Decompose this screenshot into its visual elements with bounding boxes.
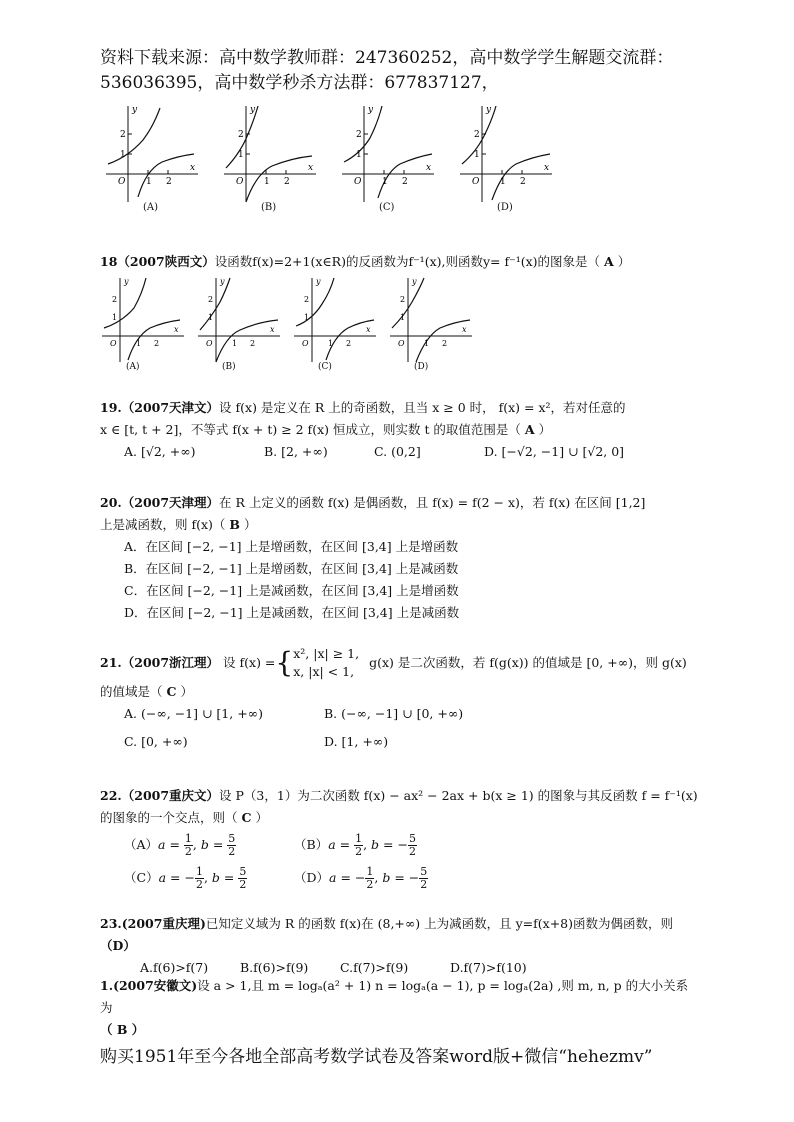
q23-option-b: B.f(6)>f(9) bbox=[240, 960, 309, 975]
q22-options-row2 bbox=[100, 866, 700, 891]
q21-case-2: x, |x| < 1, bbox=[293, 664, 355, 679]
q18-number: 18 bbox=[100, 254, 118, 269]
graph-top-d-label: (D) bbox=[497, 202, 513, 213]
q23-answer: （D） bbox=[100, 938, 136, 953]
question-20 bbox=[100, 492, 700, 624]
svg-text:1: 1 bbox=[304, 313, 310, 322]
q20-option-a: A．在区间 [−2, −1] 上是增函数，在区间 [3,4] 上是增函数 bbox=[124, 539, 459, 554]
q19-option-b: B. [2, +∞) bbox=[264, 444, 328, 459]
q22-close: ） bbox=[255, 810, 268, 825]
svg-text:x: x bbox=[308, 163, 314, 173]
graph-q18-a bbox=[98, 274, 188, 370]
q20-number: 20. bbox=[100, 495, 122, 510]
question-18 bbox=[100, 251, 700, 273]
svg-text:y: y bbox=[316, 277, 321, 286]
svg-text:1: 1 bbox=[474, 150, 480, 160]
q18-source: （2007陕西文） bbox=[117, 254, 215, 269]
q22-number: 22. bbox=[100, 788, 122, 803]
q19-options bbox=[100, 441, 700, 463]
svg-text:y: y bbox=[486, 105, 492, 115]
svg-text:1: 1 bbox=[120, 150, 126, 160]
graph-top-b bbox=[216, 102, 320, 214]
q21-post: g(x) 是二次函数，若 f(g(x)) 的值域是 [0, +∞)，则 g(x) bbox=[369, 655, 687, 670]
svg-text:2: 2 bbox=[120, 130, 126, 140]
svg-text:2: 2 bbox=[474, 130, 480, 140]
q22-answer: C bbox=[241, 810, 252, 825]
svg-text:1: 1 bbox=[136, 339, 142, 348]
q1-line1: 设 a > 1,且 m = logₐ(a² + 1) n = logₐ(a − 1), p = logₐ(2a) ,则 m, n, p 的大小关系为 bbox=[100, 978, 689, 1015]
svg-text:O: O bbox=[118, 177, 126, 187]
svg-text:1: 1 bbox=[356, 150, 362, 160]
svg-text:2: 2 bbox=[112, 295, 118, 304]
header-line-1: 资料下载来源：高中数学教师群：247360252，高中数学学生解题交流群： bbox=[100, 48, 674, 68]
q20-line1: 在 R 上定义的函数 f(x) 是偶函数，且 f(x) = f(2 − x)，若 f(x) 在区间 [1,2] bbox=[219, 495, 646, 510]
svg-text:2: 2 bbox=[402, 177, 408, 187]
q19-line2: x ∈ [t, t + 2]，不等式 f(x + t) ≥ 2 f(x) 恒成立，则实数 t 的取值范围是（ bbox=[100, 422, 521, 437]
svg-text:y: y bbox=[220, 277, 225, 286]
graph-top-a bbox=[98, 102, 202, 214]
q20-close: ） bbox=[243, 517, 257, 532]
svg-text:1: 1 bbox=[112, 313, 118, 322]
question-23 bbox=[100, 913, 700, 979]
graph-top-d bbox=[452, 102, 556, 214]
q21-option-d: D. [1, +∞) bbox=[324, 734, 389, 749]
q21-line2: 的值域是（ bbox=[100, 684, 163, 699]
svg-text:2: 2 bbox=[520, 177, 526, 187]
question-21 bbox=[100, 645, 700, 753]
q23-number: 23. bbox=[100, 916, 122, 931]
q19-source: （2007天津文） bbox=[121, 400, 220, 415]
q21-option-c: C. [0, +∞) bbox=[124, 734, 188, 749]
question-1-anhui bbox=[100, 975, 700, 1041]
svg-text:1: 1 bbox=[238, 150, 244, 160]
q18-text: 设函数f(x)=2+1(x∈R)的反函数为f⁻¹(x),则函数y= f⁻¹(x)的图象是（ bbox=[214, 254, 601, 269]
q19-option-a: A. [√2, +∞) bbox=[124, 444, 196, 459]
question-19 bbox=[100, 397, 700, 463]
q20-answer: B bbox=[229, 517, 240, 532]
q21-options-row2 bbox=[100, 731, 700, 753]
svg-text:1: 1 bbox=[208, 313, 214, 322]
svg-text:O: O bbox=[206, 339, 213, 348]
q21-close: ） bbox=[180, 684, 193, 699]
svg-text:x: x bbox=[190, 163, 196, 173]
q20-source: （2007天津理） bbox=[121, 495, 220, 510]
svg-text:1: 1 bbox=[328, 339, 334, 348]
graph-q18-d bbox=[386, 274, 476, 370]
svg-text:2: 2 bbox=[400, 295, 406, 304]
svg-text:1: 1 bbox=[400, 313, 406, 322]
q19-option-c: C. (0,2] bbox=[374, 444, 421, 459]
svg-text:x: x bbox=[270, 325, 275, 334]
svg-text:O: O bbox=[354, 177, 362, 187]
q22-option-b: （B）a = $\frac{1}{2}$ , b = − $\frac{5}{2}$ bbox=[294, 832, 416, 858]
svg-text:x: x bbox=[462, 325, 467, 334]
svg-text:2: 2 bbox=[166, 177, 172, 187]
q19-close: ） bbox=[538, 422, 552, 437]
svg-text:x: x bbox=[366, 325, 371, 334]
svg-text:2: 2 bbox=[356, 130, 362, 140]
svg-text:1: 1 bbox=[424, 339, 430, 348]
q22-source: （2007重庆文） bbox=[121, 788, 220, 803]
q21-option-b: B. (−∞, −1] ∪ [0, +∞) bbox=[324, 706, 464, 721]
svg-text:x: x bbox=[544, 163, 550, 173]
q20-option-b: B．在区间 [−2, −1] 上是增函数，在区间 [3,4] 上是减函数 bbox=[124, 561, 459, 576]
svg-text:2: 2 bbox=[154, 339, 160, 348]
q19-number: 19. bbox=[100, 400, 122, 415]
q23-line1: 已知定义域为 R 的函数 f(x)在 (8,+∞) 上为减函数，且 y=f(x+8)函数为偶函数，则 bbox=[205, 916, 674, 931]
graph-top-c bbox=[334, 102, 438, 214]
svg-text:1: 1 bbox=[264, 177, 270, 187]
q21-cases bbox=[293, 645, 359, 681]
q21-brace: { bbox=[275, 646, 294, 679]
svg-text:1: 1 bbox=[232, 339, 238, 348]
svg-text:y: y bbox=[368, 105, 374, 115]
q19-option-d: D. [−√2, −1] ∪ [√2, 0] bbox=[484, 444, 625, 459]
q1-source: (2007安徽文) bbox=[113, 978, 198, 993]
graph-q18-a-label: (A) bbox=[126, 362, 140, 372]
svg-text:O: O bbox=[398, 339, 405, 348]
graph-q18-d-label: (D) bbox=[414, 362, 429, 372]
svg-text:y: y bbox=[124, 277, 129, 286]
q22-options-row1 bbox=[100, 833, 700, 858]
svg-text:1: 1 bbox=[382, 177, 388, 187]
question-22 bbox=[100, 785, 700, 891]
q22-option-c: （C）a = − $\frac{1}{2}$ , b = $\frac{5}{2}$ bbox=[124, 865, 247, 891]
graph-q18-c bbox=[290, 274, 380, 370]
q21-case-1: x², |x| ≥ 1, bbox=[293, 646, 360, 661]
svg-text:O: O bbox=[472, 177, 480, 187]
q23-option-a: A.f(6)>f(7) bbox=[140, 960, 209, 975]
q23-source: (2007重庆理) bbox=[121, 916, 206, 931]
q21-number: 21. bbox=[100, 655, 122, 670]
svg-text:y: y bbox=[412, 277, 417, 286]
svg-text:y: y bbox=[250, 105, 256, 115]
header-line-2: 536036395，高中数学秒杀方法群：677837127， bbox=[100, 73, 499, 93]
svg-text:2: 2 bbox=[208, 295, 214, 304]
figure-top bbox=[98, 102, 570, 214]
svg-text:x: x bbox=[426, 163, 432, 173]
q23-option-c: C.f(7)>f(9) bbox=[340, 960, 409, 975]
svg-text:x: x bbox=[174, 325, 179, 334]
svg-text:1: 1 bbox=[500, 177, 506, 187]
q22-option-a: （A）a = $\frac{1}{2}$ , b = $\frac{5}{2}$ bbox=[124, 832, 236, 858]
q20-option-c: C．在区间 [−2, −1] 上是减函数，在区间 [3,4] 上是增函数 bbox=[124, 583, 459, 598]
q21-option-a: A. (−∞, −1] ∪ [1, +∞) bbox=[124, 706, 263, 721]
q1-answer: （ B ） bbox=[100, 1022, 145, 1037]
q22-line1: 设 P（3，1）为二次函数 f(x) − ax² − 2ax + b(x ≥ 1) 的图象与其反函数 f = f⁻¹(x) bbox=[219, 788, 698, 803]
purchase-footer: 购买1951年至今各地全部高考数学试卷及答案word版+微信“hehezmv” bbox=[100, 1047, 653, 1067]
svg-text:2: 2 bbox=[238, 130, 244, 140]
q21-pre: 设 f(x) = bbox=[223, 655, 276, 670]
svg-text:2: 2 bbox=[346, 339, 352, 348]
q22-line2: 的图象的一个交点，则（ bbox=[100, 810, 238, 825]
q19-line1: 设 f(x) 是定义在 R 上的奇函数，且当 x ≥ 0 时， f(x) = x²，若对任意的 bbox=[219, 400, 626, 415]
graph-top-b-label: (B) bbox=[261, 202, 277, 213]
q18-answer: A bbox=[604, 254, 614, 269]
svg-text:2: 2 bbox=[250, 339, 256, 348]
q22-option-d: （D）a = − $\frac{1}{2}$ , b = − $\frac{5}{2}$ bbox=[294, 865, 428, 891]
svg-text:1: 1 bbox=[146, 177, 152, 187]
svg-text:2: 2 bbox=[442, 339, 448, 348]
q19-answer: A bbox=[524, 422, 535, 437]
graph-q18-c-label: (C) bbox=[318, 362, 332, 372]
svg-text:y: y bbox=[132, 105, 138, 115]
q20-line2: 上是减函数，则 f(x)（ bbox=[100, 517, 226, 532]
figure-q18 bbox=[98, 274, 482, 370]
q23-option-d: D.f(7)>f(10) bbox=[450, 960, 527, 975]
svg-text:O: O bbox=[236, 177, 244, 187]
graph-top-c-label: (C) bbox=[379, 202, 395, 213]
q1-number: 1. bbox=[100, 978, 114, 993]
source-header bbox=[100, 46, 700, 96]
q21-answer: C bbox=[166, 684, 177, 699]
graph-q18-b-label: (B) bbox=[222, 362, 236, 372]
svg-text:2: 2 bbox=[304, 295, 310, 304]
svg-text:O: O bbox=[302, 339, 309, 348]
q20-option-d: D．在区间 [−2, −1] 上是减函数，在区间 [3,4] 上是减函数 bbox=[124, 605, 460, 620]
svg-text:2: 2 bbox=[284, 177, 290, 187]
q21-options-row1 bbox=[100, 703, 700, 725]
graph-q18-b bbox=[194, 274, 284, 370]
q21-source: （2007浙江理） bbox=[121, 655, 220, 670]
q18-close: ） bbox=[617, 254, 631, 269]
graph-top-a-label: (A) bbox=[143, 202, 159, 213]
svg-text:O: O bbox=[110, 339, 117, 348]
